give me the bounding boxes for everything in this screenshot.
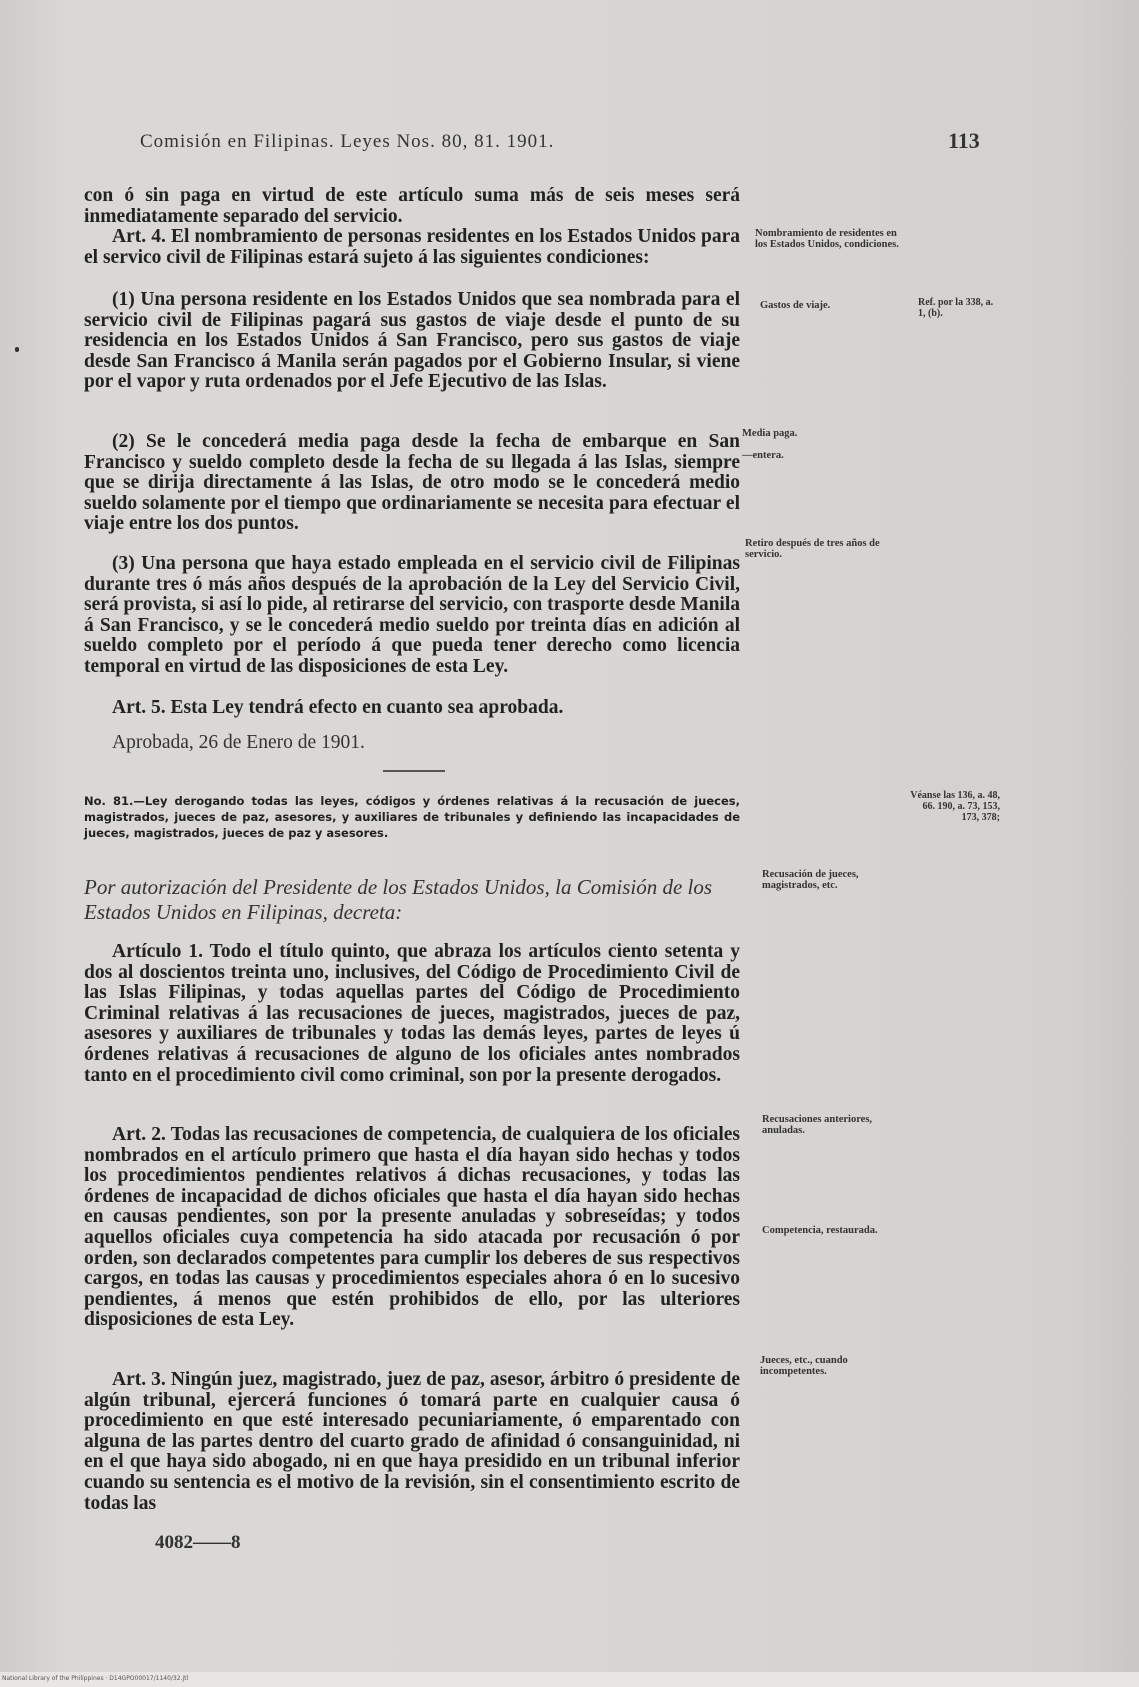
margin-note-half-pay: Media paga.: [742, 428, 798, 439]
paragraph-condition-1: (1) Una persona residente en los Estados Unidos que sea nombrada para el servicio civil de Filipinas pagará sus gastos de viaje desde el punto de su residencia en los Estados Unidos á San Francisco, pero sus gastos de viaje desde San Francisco á Manila serán pagados por el Gobierno Insular, si viene por el vapor y ruta ordenados por el Jefe Ejecutivo de las Islas.: [84, 289, 740, 393]
scan-credit: National Library of the Philippines · D14GPO00017/1140/32.jtl: [2, 1675, 189, 1682]
margin-note-travel-expenses: Gastos de viaje.: [760, 300, 831, 311]
paragraph-condition-2: (2) Se le concederá media paga desde la fecha de embarque en San Francisco y sueldo completo desde la fecha de su llegada á las Islas, siempre que se dirija directamente á las Islas, de otro modo se le concederá medio sueldo solamente por el tiempo que ordinariamente se necesita para efectuar el viaje entre los dos puntos.: [84, 431, 740, 535]
paragraph-continuation: con ó sin paga en virtud de este artículo suma más de seis meses será inmediatamente separado del servicio.: [84, 185, 740, 227]
paragraph-art-4: Art. 4. El nombramiento de personas residentes en los Estados Unidos para el servico civil de Filipinas estará sujeto á las siguientes condiciones:: [84, 226, 740, 268]
scan-speck: [15, 347, 19, 352]
signature-mark: 4082——8: [155, 1532, 241, 1553]
margin-note-full-pay: —entera.: [742, 450, 784, 461]
running-header: Comisión en Filipinas. Leyes Nos. 80, 81. 1901.: [140, 131, 555, 152]
margin-note-retirement: Retiro después de tres años de servicio.: [745, 538, 880, 560]
enacting-clause: Por autorización del Presidente de los Estados Unidos, la Comisión de los Estados Unidos en Filipinas, decreta:: [84, 875, 713, 924]
outer-note-reference: Ref. por la 338, a. 1, (b).: [918, 297, 994, 319]
margin-note-annulled: Recusaciones anteriores, anuladas.: [762, 1114, 873, 1136]
paragraph-art-5: Art. 5. Esta Ley tendrá efecto en cuanto sea aprobada.: [112, 697, 564, 718]
margin-note-incompetent: Jueces, etc., cuando incompetentes.: [760, 1355, 848, 1377]
margin-note-recusation: Recusación de jueces, magistrados, etc.: [762, 869, 859, 891]
margin-note-competence: Competencia, restaurada.: [762, 1225, 878, 1236]
paragraph-art-2: Art. 2. Todas las recusaciones de competencia, de cualquiera de los oficiales nombrados en el artículo primero que hasta el día hayan sido hechas y todos los procedimientos pendientes relativos á dichas recusaciones, y todas las órdenes de incapacidad de dichos oficiales que hasta el día hayan sido hechas en causas pendientes, son por la presente anuladas y sobreseídas; y todos aquellos oficiales cuya competencia ha sido atacada por recusación ó por orden, son declarados competentes para cumplir los deberes de sus respectivos cargos, en todas las causas y procedimientos especiales ahora ó en lo sucesivo pendientes, á menos que estén prohibidos de ello, por las ulteriores disposiciones de esta Ley.: [84, 1124, 740, 1331]
section-divider: [383, 770, 445, 772]
paragraph-condition-3: (3) Una persona que haya estado empleada en el servicio civil de Filipinas durante tres ó más años después de la aprobación de la Ley del Servicio Civil, será provista, si así lo pide, al retirarse del servicio, con trasporte desde Manila á San Francisco, y se le concederá medio sueldo por treinta días en adición al sueldo completo por el período á que pueda tener derecho como licencia temporal en virtud de las disposiciones de esta Ley.: [84, 553, 740, 677]
outer-note-see-also: Véanse las 136, a. 48, 66. 190, a. 73, 153, 173, 378;: [910, 790, 1000, 823]
paragraph-art-3: Art. 3. Ningún juez, magistrado, juez de paz, asesor, árbitro ó presidente de algún tribunal, ejercerá funciones ó tomará parte en cualquier causa ó procedimiento en que esté interesado pecuniariamente, ó emparentado con alguna de las partes dentro del cuarto grado de afinidad ó consanguinidad, ni en el que haya sido abogado, ni en que haya presidido en un tribunal inferior cuando su sentencia es el motivo de la revisión, sin el consentimiento escrito de todas las: [84, 1369, 740, 1514]
page-number: 113: [948, 128, 980, 153]
law-81-heading: No. 81.—Ley derogando todas las leyes, códigos y órdenes relativas á la recusación de jueces, magistrados, jueces de paz, asesores, y auxiliares de tribunales y definiendo las incapacidades de jueces, magistrados, jueces de paz y asesores.: [84, 794, 740, 840]
paragraph-article-1: Artículo 1. Todo el título quinto, que abraza los artículos ciento setenta y dos al doscientos treinta uno, inclusives, del Código de Procedimiento Civil de las Islas Filipinas, y todas aquellas partes del Código de Procedimiento Criminal relativas á las recusaciones de jueces, magistrados, jueces de paz, asesores y auxiliares de tribunales y todas las demás leyes, partes de leyes ú órdenes relativas á recusaciones de alguno de los oficiales antes nombrados tanto en el procedimiento civil como criminal, son por la presente derogados.: [84, 941, 740, 1086]
margin-note-appointment: Nombramiento de residentes en los Estados Unidos, condiciones.: [755, 228, 899, 250]
approval-date: Aprobada, 26 de Enero de 1901.: [112, 732, 365, 753]
